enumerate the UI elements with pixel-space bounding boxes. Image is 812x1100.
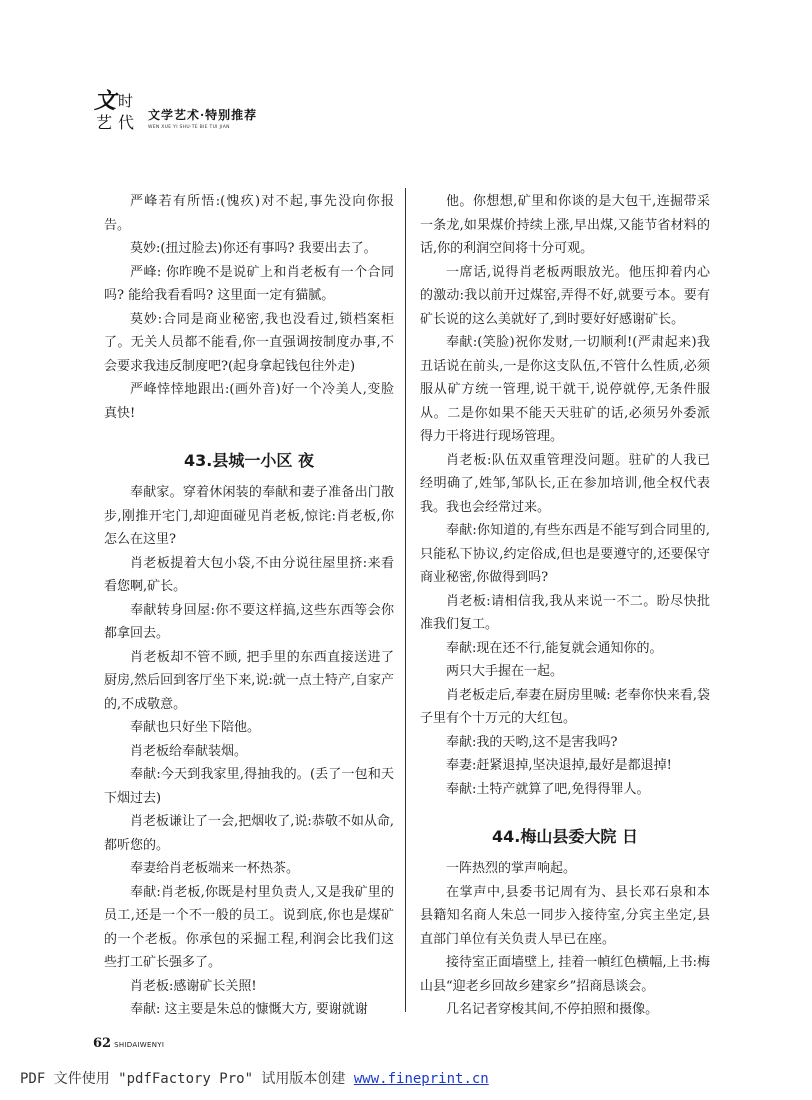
left-column-bottom <box>104 481 394 1022</box>
paragraph: 他。你想想,矿里和你谈的是大包干,连掘带采一条龙,如果煤价持续上涨,早出煤,又能节省材料的话,你的利润空间将十分可观。 <box>420 194 710 256</box>
paragraph: 肖老板谦让了一会,把烟收了,说:恭敬不如从命,都听您的。 <box>104 814 394 853</box>
masthead <box>92 86 352 132</box>
right-column <box>420 190 710 1022</box>
paragraph: 奉献:今天到我家里,得抽我的。(丢了一包和天下烟过去) <box>104 767 394 806</box>
paragraph: 莫妙:合同是商业秘密,我也没看过,锁档案柜了。无关人员都不能看,你一直强调按制度办事,不会要求我违反制度吧?(起身拿起钱包往外走) <box>104 311 394 374</box>
pdf-watermark <box>20 1068 489 1088</box>
svg-text:时: 时 <box>118 92 134 110</box>
page-number: 62 <box>93 1036 112 1051</box>
watermark-link[interactable]: www.fineprint.cn <box>353 1071 489 1087</box>
paragraph: 严峰若有所悟:(愧疚)对不起,事先没向你报告。 <box>104 194 394 233</box>
paragraph: 奉献转身回屋:你不要这样搞,这些东西等会你都拿回去。 <box>104 602 394 641</box>
paragraph: 严峰悻悻地跟出:(画外音)好一个冷美人,变脸真快! <box>104 382 394 421</box>
paragraph: 肖老板提着大包小袋,不由分说往屋里挤:来看看您啊,矿长。 <box>104 555 394 594</box>
watermark-text: PDF 文件使用 "pdfFactory Pro" 试用版本创建 <box>20 1071 354 1087</box>
paragraph: 在掌声中,县委书记周有为、县长邓石泉和本县籍知名商人朱总一同步入接待室,分宾主坐定,县直部门单位有关负责人早已在座。 <box>420 884 710 947</box>
scene-heading-44: 44.梅山县委大院 日 <box>492 827 638 846</box>
paragraph: 肖老板给奉献装烟。 <box>130 743 248 759</box>
magazine-logo-icon <box>92 86 144 132</box>
paragraph: 肖老板却不管不顾, 把手里的东西直接送进了厨房,然后回到客厅坐下来,说:就一点土特产,自家产的,不成敬意。 <box>104 649 394 712</box>
paragraph: 一席话,说得肖老板两眼放光。他压抑着内心的激动:我以前开过煤窑,弄得不好,就要亏本。要有矿长说的这么美就好了,到时要好好感谢矿长。 <box>420 264 710 327</box>
paragraph: 奉献:现在还不行,能复就会通知你的。 <box>446 640 663 656</box>
left-column-top <box>104 190 394 425</box>
page-footer-label: SHIDAIWENYI <box>114 1041 165 1049</box>
svg-text:代: 代 <box>118 113 135 132</box>
paragraph: 肖老板:请相信我,我从来说一不二。盼尽快批准我们复工。 <box>420 593 710 632</box>
paragraph: 肖老板走后,奉妻在厨房里喊: 老奉你快来看,袋子里有个十万元的大红包。 <box>420 687 710 726</box>
svg-text:文: 文 <box>94 88 117 114</box>
scene-heading-43: 43.县城一小区 夜 <box>184 451 314 470</box>
page-footer <box>93 1036 164 1051</box>
right-column-bottom <box>420 857 710 1022</box>
column-divider <box>405 188 406 1012</box>
paragraph: 奉献也只好坐下陪他。 <box>130 720 261 735</box>
paragraph: 奉献:你知道的,有些东西是不能写到合同里的,只能私下协议,约定俗成,但也是要遵守的,还要保守商业秘密,你做得到吗? <box>420 523 710 585</box>
paragraph: 奉献:土特产就算了吧,免得得罪人。 <box>446 781 650 797</box>
section-title: 文学艺术·特别推荐 <box>148 108 258 122</box>
left-column <box>104 190 394 1022</box>
paragraph: 莫妙:(扭过脸去)你还有事吗? 我要出去了。 <box>130 241 377 256</box>
paragraph: 两只大手握在一起。 <box>446 664 564 679</box>
paragraph: 接待室正面墙壁上, 挂着一幀红色横幅,上书:梅山县“迎老乡回故乡建家乡”招商恳谈会。 <box>420 955 710 994</box>
section-subtitle: WEN XUE YI SHU·TE BIE TUI JIAN <box>148 125 230 130</box>
paragraph: 几名记者穿梭其间,不停拍照和摄像。 <box>446 1002 659 1017</box>
svg-text:艺: 艺 <box>96 113 113 132</box>
paragraph: 奉献:我的天哟,这不是害我吗? <box>446 734 618 750</box>
paragraph: 肖老板:队伍双重管理没问题。驻矿的人我已经明确了,姓邹,邹队长,正在参加培训,他全权代表我。我也会经常过来。 <box>420 452 710 515</box>
paragraph: 一阵热烈的掌声响起。 <box>446 861 577 876</box>
paragraph: 奉献:肖老板,你既是村里负责人,又是我矿里的员工,还是一个不一般的员工。说到底,你也是煤矿的一个老板。你承包的采掘工程,利润会比我们这些打工矿长强多了。 <box>104 884 394 970</box>
paragraph: 奉妻:赶紧退掉,坚决退掉,最好是都退掉! <box>446 758 672 773</box>
paragraph: 奉妻给肖老板端来一杯热茶。 <box>130 861 300 876</box>
right-column-top <box>420 190 710 801</box>
paragraph: 奉献:(笑脸)祝你发财,一切顺利!(严肃起来)我丑话说在前头,一是你这支队伍,不管什么性质,必须服从矿方统一管理,说干就干,说停就停,无条件服从。二是你如果不能天天驻矿的话,必须另外委派得力干将进行现场管理。 <box>420 335 710 444</box>
paragraph: 严峰: 你昨晚不是说矿上和肖老板有一个合同吗? 能给我看看吗? 这里面一定有猫腻。 <box>104 264 394 303</box>
paragraph: 奉献家。穿着休闲装的奉献和妻子准备出门散步,刚推开宅门,却迎面碰见肖老板,惊诧:肖老板,你怎么在这里? <box>104 485 394 547</box>
paragraph: 奉献: 这主要是朱总的慷慨大方, 要谢就谢 <box>130 1002 368 1017</box>
paragraph: 肖老板:感谢矿长关照! <box>130 978 257 994</box>
magazine-logo <box>92 86 144 132</box>
